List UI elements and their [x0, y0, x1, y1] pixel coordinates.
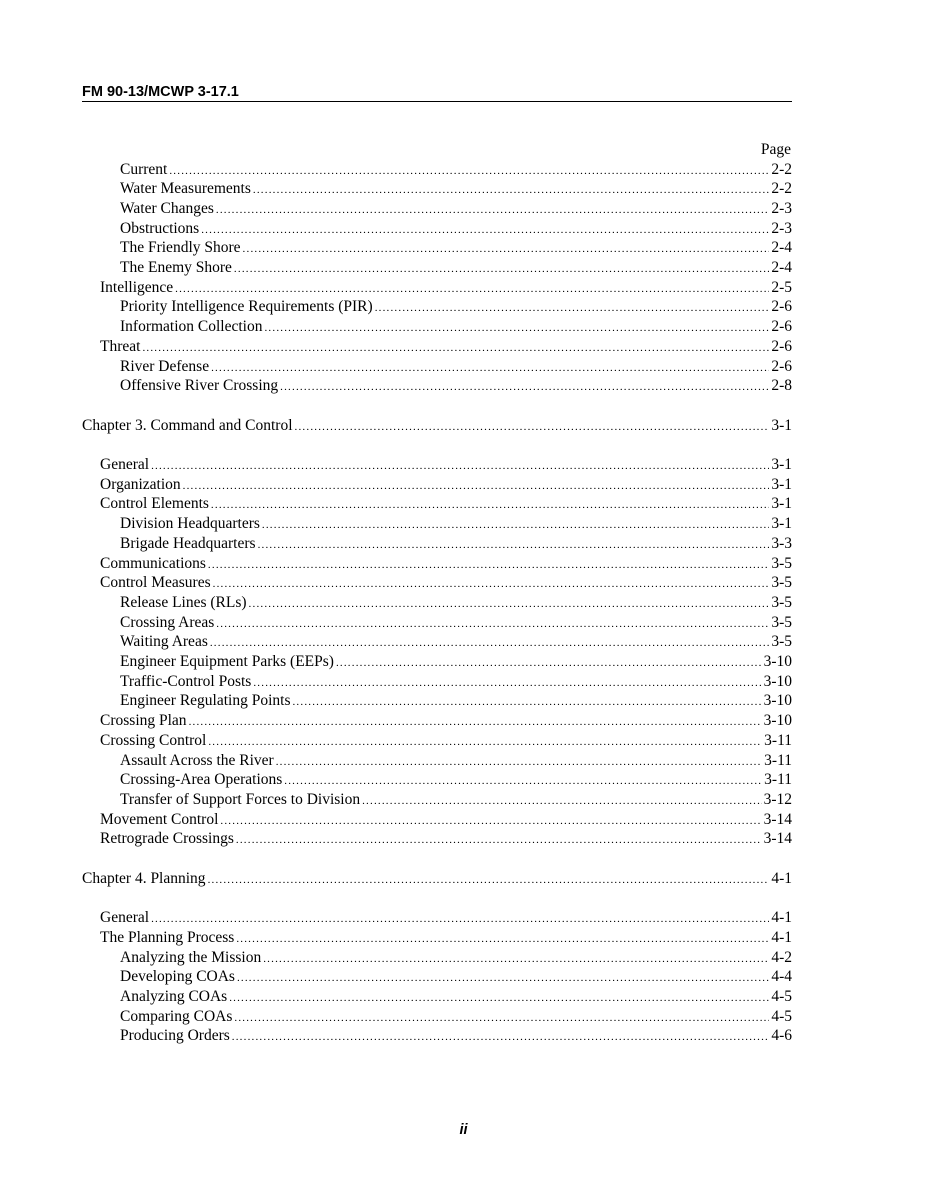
toc-entry — [82, 160, 792, 181]
dot-leader — [211, 359, 769, 378]
dot-leader — [249, 595, 770, 614]
dot-leader — [151, 910, 769, 929]
toc-entry — [82, 731, 792, 752]
dot-leader — [292, 693, 761, 712]
toc-entry-page: 4-5 — [771, 987, 792, 1005]
toc-entry — [82, 179, 792, 200]
toc-entry-title: Chapter 3. Command and Control — [82, 416, 293, 434]
toc-entry-page: 4-1 — [771, 928, 792, 946]
dot-leader — [263, 950, 769, 969]
dot-leader — [280, 378, 769, 397]
dot-leader — [151, 457, 769, 476]
toc-entry-title: River Defense — [120, 357, 210, 375]
toc-entry — [82, 514, 792, 535]
toc-entry-title: Water Measurements — [120, 180, 251, 198]
toc-entry — [82, 632, 792, 653]
dot-leader — [175, 280, 769, 299]
toc-entry — [82, 573, 792, 594]
toc-entry-page: 2-2 — [771, 160, 792, 178]
toc-entry-page: 3-1 — [771, 416, 792, 434]
toc-entry-title: Chapter 4. Planning — [82, 869, 206, 887]
dot-leader — [276, 753, 762, 772]
dot-leader — [236, 930, 769, 949]
dot-leader — [210, 634, 769, 653]
toc-entry-title: Analyzing the Mission — [120, 948, 262, 966]
toc-entry — [82, 1007, 792, 1028]
toc-entry-page: 3-11 — [764, 731, 792, 749]
toc-entry-page: 2-6 — [771, 337, 792, 355]
dot-leader — [216, 615, 769, 634]
dot-leader — [169, 162, 769, 181]
toc-entry-page: 3-10 — [763, 692, 792, 710]
toc-entry-title: The Friendly Shore — [120, 239, 241, 257]
toc-entry — [82, 829, 792, 850]
toc-entry — [82, 297, 792, 318]
toc-entry-title: Waiting Areas — [120, 633, 208, 651]
toc-entry — [82, 258, 792, 279]
toc-entry-page: 3-3 — [771, 534, 792, 552]
toc-entry-page: 3-1 — [771, 475, 792, 493]
toc-entry-title: Crossing Control — [100, 731, 207, 749]
toc-entry — [82, 219, 792, 240]
dot-leader — [232, 1028, 770, 1047]
toc-entry-title: Division Headquarters — [120, 515, 260, 533]
toc-entry-page: 3-5 — [771, 574, 792, 592]
toc-entry-page: 2-4 — [771, 239, 792, 257]
toc-entry — [82, 317, 792, 338]
dot-leader — [234, 1009, 769, 1028]
toc-entry-title: Control Measures — [100, 574, 211, 592]
toc-entry-title: Communications — [100, 554, 206, 572]
dot-leader — [208, 871, 770, 890]
dot-leader — [362, 792, 761, 811]
dot-leader — [201, 221, 769, 240]
toc-entry-title: Comparing COAs — [120, 1007, 233, 1025]
toc-entry-page: 2-3 — [771, 199, 792, 217]
toc-entry-title: Crossing-Area Operations — [120, 771, 283, 789]
toc-entry — [82, 928, 792, 949]
toc-chapter-entry — [82, 869, 792, 890]
toc-entry — [82, 534, 792, 555]
toc-entry-page: 4-1 — [771, 869, 792, 887]
dot-leader — [237, 969, 769, 988]
dot-leader — [142, 339, 769, 358]
toc-entry-page: 3-14 — [763, 830, 792, 848]
dot-leader — [284, 772, 762, 791]
dot-leader — [336, 654, 762, 673]
toc-entry — [82, 691, 792, 712]
dot-leader — [258, 536, 770, 555]
toc-entry-title: Analyzing COAs — [120, 987, 228, 1005]
dot-leader — [253, 674, 761, 693]
toc-entry-title: Priority Intelligence Requirements (PIR) — [120, 298, 373, 316]
dot-leader — [264, 319, 769, 338]
toc-entry — [82, 613, 792, 634]
toc-entry-page: 2-5 — [771, 278, 792, 296]
toc-entry-title: General — [100, 909, 150, 927]
toc-entry — [82, 1026, 792, 1047]
toc-entry-title: Retrograde Crossings — [100, 830, 234, 848]
dot-leader — [208, 733, 762, 752]
toc-entry — [82, 238, 792, 259]
toc-entry-page: 3-1 — [771, 515, 792, 533]
dot-leader — [216, 201, 769, 220]
toc-entry — [82, 376, 792, 397]
dot-leader — [183, 477, 770, 496]
page-column-label: Page — [760, 141, 791, 158]
toc-entry — [82, 967, 792, 988]
toc-entry — [82, 948, 792, 969]
toc-entry — [82, 199, 792, 220]
page-number-footer: ii — [459, 1122, 468, 1138]
toc-entry — [82, 278, 792, 299]
toc-entry-page: 2-6 — [771, 318, 792, 336]
toc-entry — [82, 987, 792, 1008]
toc-entry-page: 2-4 — [771, 259, 792, 276]
toc-entry-page: 3-1 — [771, 456, 792, 473]
toc-entry-page: 3-5 — [771, 633, 792, 651]
toc-entry-title: Organization — [100, 475, 181, 493]
toc-entry — [82, 554, 792, 575]
toc-entry-page: 3-14 — [763, 810, 792, 828]
toc-entry-title: Information Collection — [120, 318, 263, 336]
toc-entry-title: The Enemy Shore — [120, 259, 232, 276]
toc-entry-page: 2-6 — [771, 298, 792, 316]
toc-entry-page: 3-10 — [763, 672, 792, 690]
toc-entry — [82, 751, 792, 772]
toc-entry-title: Obstructions — [120, 219, 200, 237]
toc-entry-page: 2-8 — [771, 377, 792, 395]
toc-entry — [82, 494, 792, 515]
toc-entry-page: 3-11 — [764, 771, 792, 789]
toc-entry-title: Brigade Headquarters — [120, 534, 256, 552]
dot-leader — [189, 713, 762, 732]
toc-entry-page: 2-6 — [771, 357, 792, 375]
toc-entry-page: 3-5 — [771, 613, 792, 631]
toc-chapter-entry — [82, 416, 792, 437]
toc-entry-page: 4-4 — [771, 968, 792, 986]
toc-entry-title: Engineer Equipment Parks (EEPs) — [120, 653, 334, 670]
toc-entry-title: The Planning Process — [100, 928, 235, 946]
dot-leader — [295, 418, 770, 437]
toc-entry-page: 3-12 — [763, 790, 792, 808]
toc-entry-page: 4-5 — [771, 1007, 792, 1025]
dot-leader — [236, 831, 762, 850]
dot-leader — [243, 240, 770, 259]
toc-entry-page: 3-10 — [763, 712, 792, 730]
toc-entry — [82, 810, 792, 831]
toc-entry-page: 3-10 — [763, 653, 792, 670]
dot-leader — [208, 556, 769, 575]
toc-entry-title: Control Elements — [100, 495, 209, 513]
toc-entry — [82, 790, 792, 811]
toc-entry-page: 4-6 — [771, 1027, 792, 1045]
toc-entry-page: 3-5 — [771, 593, 792, 611]
toc-entry-page: 3-1 — [771, 495, 792, 513]
toc-entry-page: 4-2 — [771, 948, 792, 966]
toc-entry-title: Traffic-Control Posts — [120, 672, 252, 690]
toc-entry — [82, 357, 792, 378]
toc-entry-title: Offensive River Crossing — [120, 377, 279, 395]
toc-entry-page: 3-5 — [771, 554, 792, 572]
dot-leader — [234, 260, 769, 279]
dot-leader — [213, 575, 770, 594]
dot-leader — [211, 496, 769, 515]
toc-entry-page: 3-11 — [764, 751, 792, 769]
toc-entry-title: Assault Across the River — [120, 751, 274, 769]
toc-entry — [82, 672, 792, 693]
dot-leader — [262, 516, 769, 535]
toc-entry — [82, 337, 792, 358]
toc-entry-title: General — [100, 456, 150, 473]
toc-entry-page: 2-3 — [771, 219, 792, 237]
toc-entry-page: 4-1 — [771, 909, 792, 927]
toc-entry — [82, 770, 792, 791]
toc-entry-title: Transfer of Support Forces to Division — [120, 790, 361, 808]
toc-entry-title: Movement Control — [100, 810, 219, 828]
toc-entry-title: Crossing Areas — [120, 613, 215, 631]
toc-entry — [82, 652, 792, 673]
toc-entry-title: Engineer Regulating Points — [120, 692, 291, 710]
toc-entry — [82, 593, 792, 614]
toc-entry — [82, 455, 792, 476]
toc-entry — [82, 908, 792, 929]
running-header: FM 90-13/MCWP 3-17.1 — [82, 84, 792, 102]
toc-entry — [82, 711, 792, 732]
toc-entry-title: Release Lines (RLs) — [120, 593, 247, 611]
dot-leader — [253, 181, 769, 200]
toc-entry-title: Crossing Plan — [100, 712, 187, 730]
dot-leader — [229, 989, 769, 1008]
toc-entry-page: 2-2 — [771, 180, 792, 198]
dot-leader — [220, 812, 761, 831]
dot-leader — [375, 299, 770, 318]
toc-entry-title: Producing Orders — [120, 1027, 230, 1045]
toc-entry-title: Intelligence — [100, 278, 174, 296]
toc-entry-title: Threat — [100, 337, 141, 355]
toc-entry-title: Developing COAs — [120, 968, 235, 986]
toc-entry — [82, 475, 792, 496]
toc-entry-title: Current — [120, 160, 168, 178]
toc-entry-title: Water Changes — [120, 199, 214, 217]
